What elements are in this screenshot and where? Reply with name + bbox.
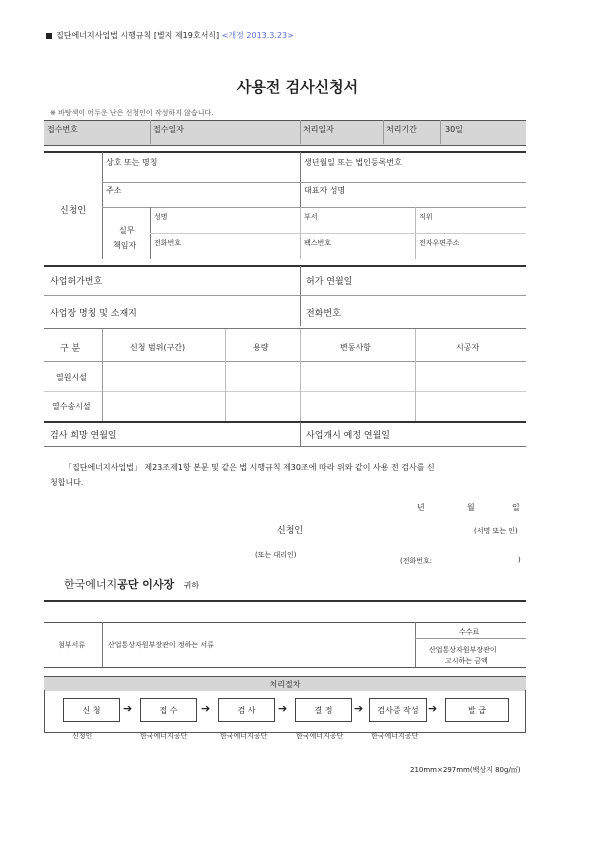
- date-day: 일: [512, 503, 520, 512]
- step-certificate: 검사증 작성: [369, 698, 427, 722]
- process-date-label: 처리일자: [303, 125, 334, 134]
- process-period-value: 30일: [445, 125, 463, 134]
- capacity-header: 용량: [253, 343, 269, 352]
- fee-line2: 고시하는 금액: [445, 657, 488, 665]
- arrow-right-icon: ➔: [201, 702, 211, 715]
- staff-position-label: 직위: [419, 213, 433, 221]
- actor-receive: 한국에너지공단: [140, 732, 188, 740]
- statement-line2: 청합니다.: [50, 478, 84, 487]
- birth-corp-number-label: 생년월일 또는 법인등록번호: [304, 158, 402, 167]
- attachments-label: 첨부서류: [58, 641, 86, 649]
- step-issue: 발 급: [445, 698, 509, 722]
- fee-line1: 산업통상자원부장관이: [429, 646, 497, 654]
- scope-header: 신청 범위(구간): [130, 343, 186, 352]
- revision-note: <개정 2013.3.23>: [221, 31, 294, 40]
- address-label: 주소: [106, 186, 122, 195]
- signature-note: (서명 또는 인): [474, 527, 518, 535]
- heat-source-row-label: 열원시설: [56, 373, 87, 382]
- site-name-label: 사업장 명칭 및 소재지: [50, 309, 137, 319]
- recipient-suffix: 귀하: [183, 581, 200, 590]
- actor-decide: 한국에너지공단: [296, 732, 344, 740]
- receipt-date-label: 접수일자: [153, 125, 184, 134]
- site-phone-label: 전화번호: [306, 309, 341, 319]
- recipient: [64, 576, 199, 592]
- agent-note: (또는 대리인): [255, 551, 297, 559]
- signer-label: 신청인: [277, 526, 304, 536]
- attachments-content: 산업통상자원부장관이 정하는 서류: [108, 641, 214, 649]
- form-reference: [46, 30, 294, 41]
- instruction-note: ※ 바탕색이 어두운 난은 신청인이 작성하지 않습니다.: [50, 109, 214, 117]
- recipient-title: 공단 이사장: [117, 578, 175, 591]
- actor-inspect: 한국에너지공단: [220, 732, 268, 740]
- page-title: 사용전 검사신청서: [236, 78, 359, 96]
- contractor-header: 시공자: [456, 343, 480, 352]
- heat-transport-row-label: 열수송시설: [52, 402, 91, 411]
- business-start-date-label: 사업개시 예정 연월일: [306, 431, 390, 441]
- staff-email-label: 전자우편주소: [419, 239, 460, 247]
- trade-name-label: 상호 또는 명칭: [106, 158, 158, 167]
- step-apply: 신 청: [63, 698, 120, 722]
- staff-fax-label: 팩스번호: [304, 239, 332, 247]
- desired-inspection-date-label: 검사 희망 연월일: [50, 431, 117, 441]
- statement-line1: 「집단에너지사업법」 제23조제1항 본문 및 같은 법 시행규칙 제30조에 따라 위와 같이 사용 전 검사를 신: [64, 463, 435, 472]
- phone-note-close: ): [518, 556, 521, 564]
- staff-label-line1: 실무: [119, 226, 135, 235]
- staff-department-label: 부서: [304, 213, 318, 221]
- step-decide: 결 정: [295, 698, 352, 722]
- process-period-label: 처리기간: [386, 125, 417, 134]
- date-year: 년: [417, 503, 425, 512]
- step-inspect: 검 사: [218, 698, 275, 722]
- step-receive: 접 수: [140, 698, 197, 722]
- staff-name-label: 성명: [154, 213, 168, 221]
- staff-phone-label: 전화번호: [154, 239, 182, 247]
- phone-note: (전화번호:: [400, 557, 433, 565]
- arrow-right-icon: ➔: [428, 702, 438, 715]
- arrow-right-icon: ➔: [123, 702, 133, 715]
- paper-size-note: 210mm×297mm(백상지 80g/㎡): [410, 766, 521, 774]
- staff-label-line2: 책임자: [113, 241, 137, 250]
- actor-applicant: 신청인: [72, 732, 93, 740]
- actor-certificate: 한국에너지공단: [371, 732, 419, 740]
- arrow-right-icon: ➔: [354, 702, 364, 715]
- recipient-prefix: 한국에너지: [64, 578, 118, 591]
- square-bullet-icon: [46, 33, 52, 39]
- changes-header: 변동사항: [340, 343, 371, 352]
- license-number-label: 사업허가번호: [50, 277, 103, 287]
- date-month: 월: [467, 503, 475, 512]
- applicant-section-label: 신청인: [60, 206, 87, 216]
- arrow-right-icon: ➔: [278, 702, 288, 715]
- form-reference-text: 집단에너지사업법 시행규칙 [별지 제19호서식]: [56, 31, 220, 40]
- receipt-number-label: 접수번호: [47, 125, 78, 134]
- representative-name-label: 대표자 성명: [304, 186, 346, 195]
- fee-label: 수수료: [459, 628, 480, 636]
- procedure-title: 처리절차: [44, 676, 526, 691]
- category-header: 구 분: [60, 344, 81, 354]
- license-date-label: 허가 연월일: [306, 277, 353, 287]
